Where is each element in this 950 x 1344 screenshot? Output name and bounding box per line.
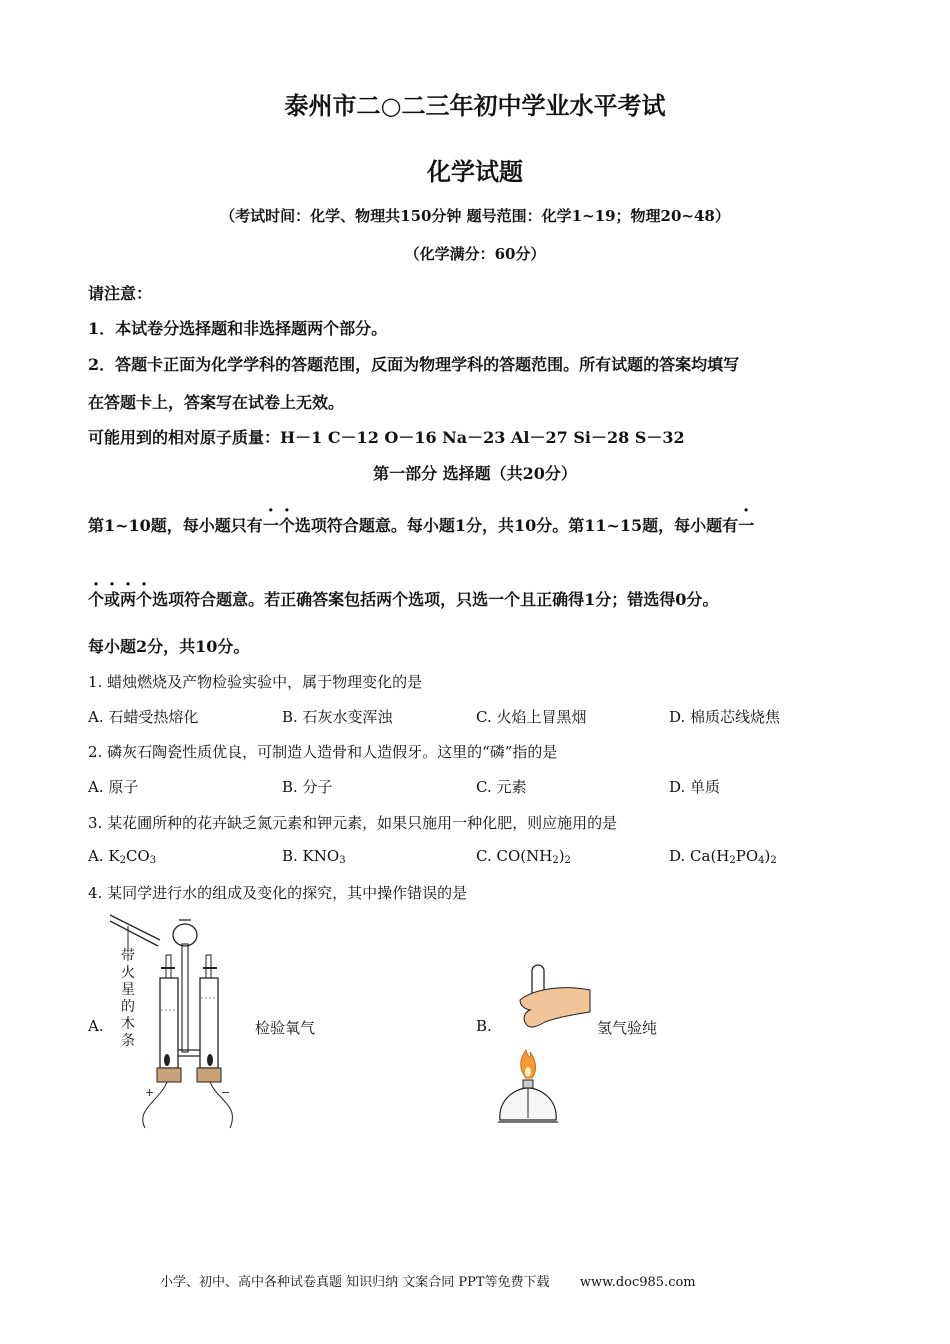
question-4-caption-a: 检验氧气 xyxy=(255,1019,316,1037)
instruction-line-3: 每小题2分，共10分。 xyxy=(88,637,250,656)
question-2-option-d: D. 单质 xyxy=(669,778,721,796)
exam-title: 泰州市二○二三年初中学业水平考试 xyxy=(284,91,666,120)
question-2-option-c: C. 元素 xyxy=(476,778,527,796)
notice-item-2-line-2: 在答题卡上，答案写在试卷上无效。 xyxy=(88,393,345,412)
question-1-option-b: B. 石灰水变浑浊 xyxy=(282,708,393,726)
question-4-option-a: A. xyxy=(88,1017,104,1035)
notice-item-1: 1．本试卷分选择题和非选择题两个部分。 xyxy=(88,319,388,338)
question-3-option-c: C. $CO(NH_2)_2$ xyxy=(476,847,571,866)
question-2-stem: 2. 磷灰石陶瓷性质优良，可制造人造骨和人造假牙。这里的“磷”指的是 xyxy=(88,743,558,761)
question-3-option-b: B. $KNO_3$ xyxy=(282,847,346,866)
notice-heading: 请注意： xyxy=(88,284,153,303)
instruction-part-b: 选项符合题意。每小题1分，共10分。第11~15题，每小题有 xyxy=(294,516,739,535)
subject-title: 化学试题 xyxy=(427,157,523,186)
question-1-option-d: D. 棉质芯线烧焦 xyxy=(669,708,781,726)
svg-text:+: + xyxy=(145,1086,155,1099)
electrolysis-apparatus-image xyxy=(105,910,245,1132)
question-3-stem: 3. 某花圃所种的花卉缺乏氮元素和钾元素，如果只施用一种化肥，则应施用的是 xyxy=(88,814,618,832)
question-1-stem: 1. 蜡烛燃烧及产物检验实验中，属于物理变化的是 xyxy=(88,673,423,691)
svg-text:−: − xyxy=(221,1086,231,1099)
question-3-option-d: D. $Ca(H_2PO_4)_2$ xyxy=(669,847,777,866)
emphasis-one-b: 一 xyxy=(738,516,755,535)
question-1-option-c: C. 火焰上冒黑烟 xyxy=(476,708,587,726)
instruction-line-2 xyxy=(88,587,718,610)
hydrogen-purity-test-image xyxy=(490,960,600,1135)
question-2-option-b: B. 分子 xyxy=(282,778,333,796)
instruction-line-1 xyxy=(88,513,754,536)
instruction-part-a: 第1~10题，每小题只有 xyxy=(88,516,263,535)
instruction-part-c: 选项符合题意。若正确答案包括两个选项，只选一个且正确得1分；错选得0分。 xyxy=(152,590,719,609)
emphasis-one-or-two: 个或两个 xyxy=(88,590,153,609)
question-2-option-a: A. 原子 xyxy=(88,778,139,796)
splint-label: 带火星的木条 xyxy=(121,948,135,1049)
question-4-stem: 4. 某同学进行水的组成及变化的探究，其中操作错误的是 xyxy=(88,884,468,902)
time-info: （考试时间：化学、物理共150分钟 题号范围：化学1~19；物理20~48） xyxy=(220,207,730,225)
score-info: （化学满分：60分） xyxy=(404,245,546,263)
footer xyxy=(160,1271,696,1290)
question-1-option-a: A. 石蜡受热熔化 xyxy=(88,708,199,726)
section-heading: 第一部分 选择题（共20分） xyxy=(373,464,577,483)
emphasis-one: 一个 xyxy=(262,516,295,535)
question-3-option-a: A. $K_2CO_3$ xyxy=(88,847,157,866)
footer-text: 小学、初中、高中各种试卷真题 知识归纳 文案合同 PPT等免费下载 xyxy=(160,1275,550,1290)
atomic-mass: 可能用到的相对原子质量：H－1 C－12 O－16 Na－23 Al－27 Si－28 S－32 xyxy=(88,428,685,447)
notice-item-2-line-1: 2．答题卡正面为化学学科的答题范围，反面为物理学科的答题范围。所有试题的答案均填写 xyxy=(88,355,740,374)
question-4-caption-b: 氢气验纯 xyxy=(597,1019,658,1037)
question-4-option-b: B. xyxy=(476,1017,492,1035)
footer-url[interactable]: www.doc985.com xyxy=(579,1275,696,1290)
